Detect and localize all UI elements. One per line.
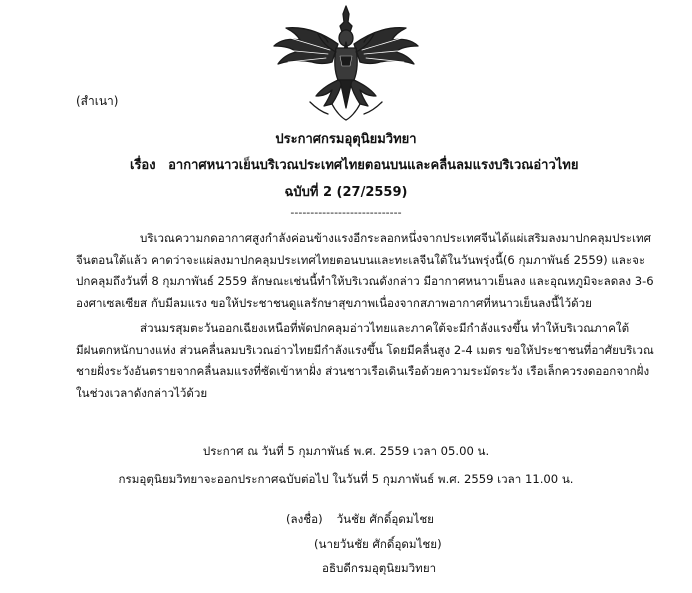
paragraph-line: ชายฝั่งระวังอันตรายจากคลื่นลมแรงที่ซัดเข้าหาฝั่ง ส่วนชาวเรือเดินเรือด้วยความระมัดระวัง เรือเล็กควรงดออกจากฝั่ง (76, 364, 650, 378)
paragraph-line: ส่วนมรสุมตะวันออกเฉียงเหนือที่พัดปกคลุมอ่าวไทยและภาคใต้จะมีกำลังแรงขึ้น ทำให้บริเวณภาคใต้ (140, 321, 630, 335)
issue-number: ฉบับที่ 2 (27/2559) (284, 185, 408, 200)
announced-date: ประกาศ ณ วันที่ 5 กุมภาพันธ์ พ.ศ. 2559 เวลา 05.00 น. (202, 444, 490, 458)
document-title: ประกาศกรมอุตุนิยมวิทยา (275, 132, 417, 147)
paragraph-line: บริเวณความกดอากาศสูงกำลังค่อนข้างแรงอีกระลอกหนึ่งจากประเทศจีนได้แผ่เสริมลงมาปกคลุมประเทศ (140, 231, 651, 245)
subject-text: อากาศหนาวเย็นบริเวณประเทศไทยตอนบนและคลื่นลมแรงบริเวณอ่าวไทย (168, 158, 579, 173)
divider-line: ---------------------------- (290, 206, 402, 219)
paragraph-line: องศาเซลเซียส กับมีลมแรง ขอให้ประชาชนดูแลรักษาสุขภาพเนื่องจากสภาพอากาศที่หนาวเย็นลงนี้ไว้ด้วย (76, 295, 592, 310)
next-issue-note: กรมอุตุนิยมวิทยาจะออกประกาศฉบับต่อไป ในวันที่ 5 กุมภาพันธ์ พ.ศ. 2559 เวลา 11.00 น. (118, 472, 574, 486)
garuda-emblem-icon (266, 4, 426, 122)
signed-label: (ลงชื่อ) (286, 512, 323, 526)
subject-label: เรื่อง (130, 158, 156, 173)
printed-name: (นายวันชัย ศักดิ์อุดมไชย) (314, 537, 442, 551)
paragraph-line: ในช่วงเวลาดังกล่าวไว้ด้วย (76, 385, 208, 400)
paragraph-2 (76, 318, 654, 404)
subject-line (130, 154, 578, 175)
paragraph-line: จีนตอนใต้แล้ว คาดว่าจะแผ่ลงมาปกคลุมประเทศไทยตอนบนและทะเลจีนใต้ในวันพรุ่งนี้(6 กุมภาพันธ์ 2559) และจะ (76, 252, 646, 267)
paragraph-line: ปกคลุมถึงวันที่ 8 กุมภาพันธ์ 2559 ลักษณะเช่นนี้ทำให้บริเวณดังกล่าว มีอากาศหนาวเย็นลง และอุณหภูมิจะลดลง 3-6 (76, 274, 654, 288)
signed-name: วันชัย ศักดิ์อุดมไชย (336, 512, 434, 526)
paragraph-1 (76, 228, 654, 314)
signature-line (286, 511, 434, 529)
signer-position: อธิบดีกรมอุตุนิยมวิทยา (322, 561, 437, 575)
paragraph-line: มีฝนตกหนักบางแห่ง ส่วนคลื่นลมบริเวณอ่าวไทยมีกำลังแรงขึ้น โดยมีคลื่นสูง 2-4 เมตร ขอให้ประชาชนที่อาศัยบริเวณ (76, 342, 654, 357)
copy-mark: (สำเนา) (76, 94, 119, 108)
